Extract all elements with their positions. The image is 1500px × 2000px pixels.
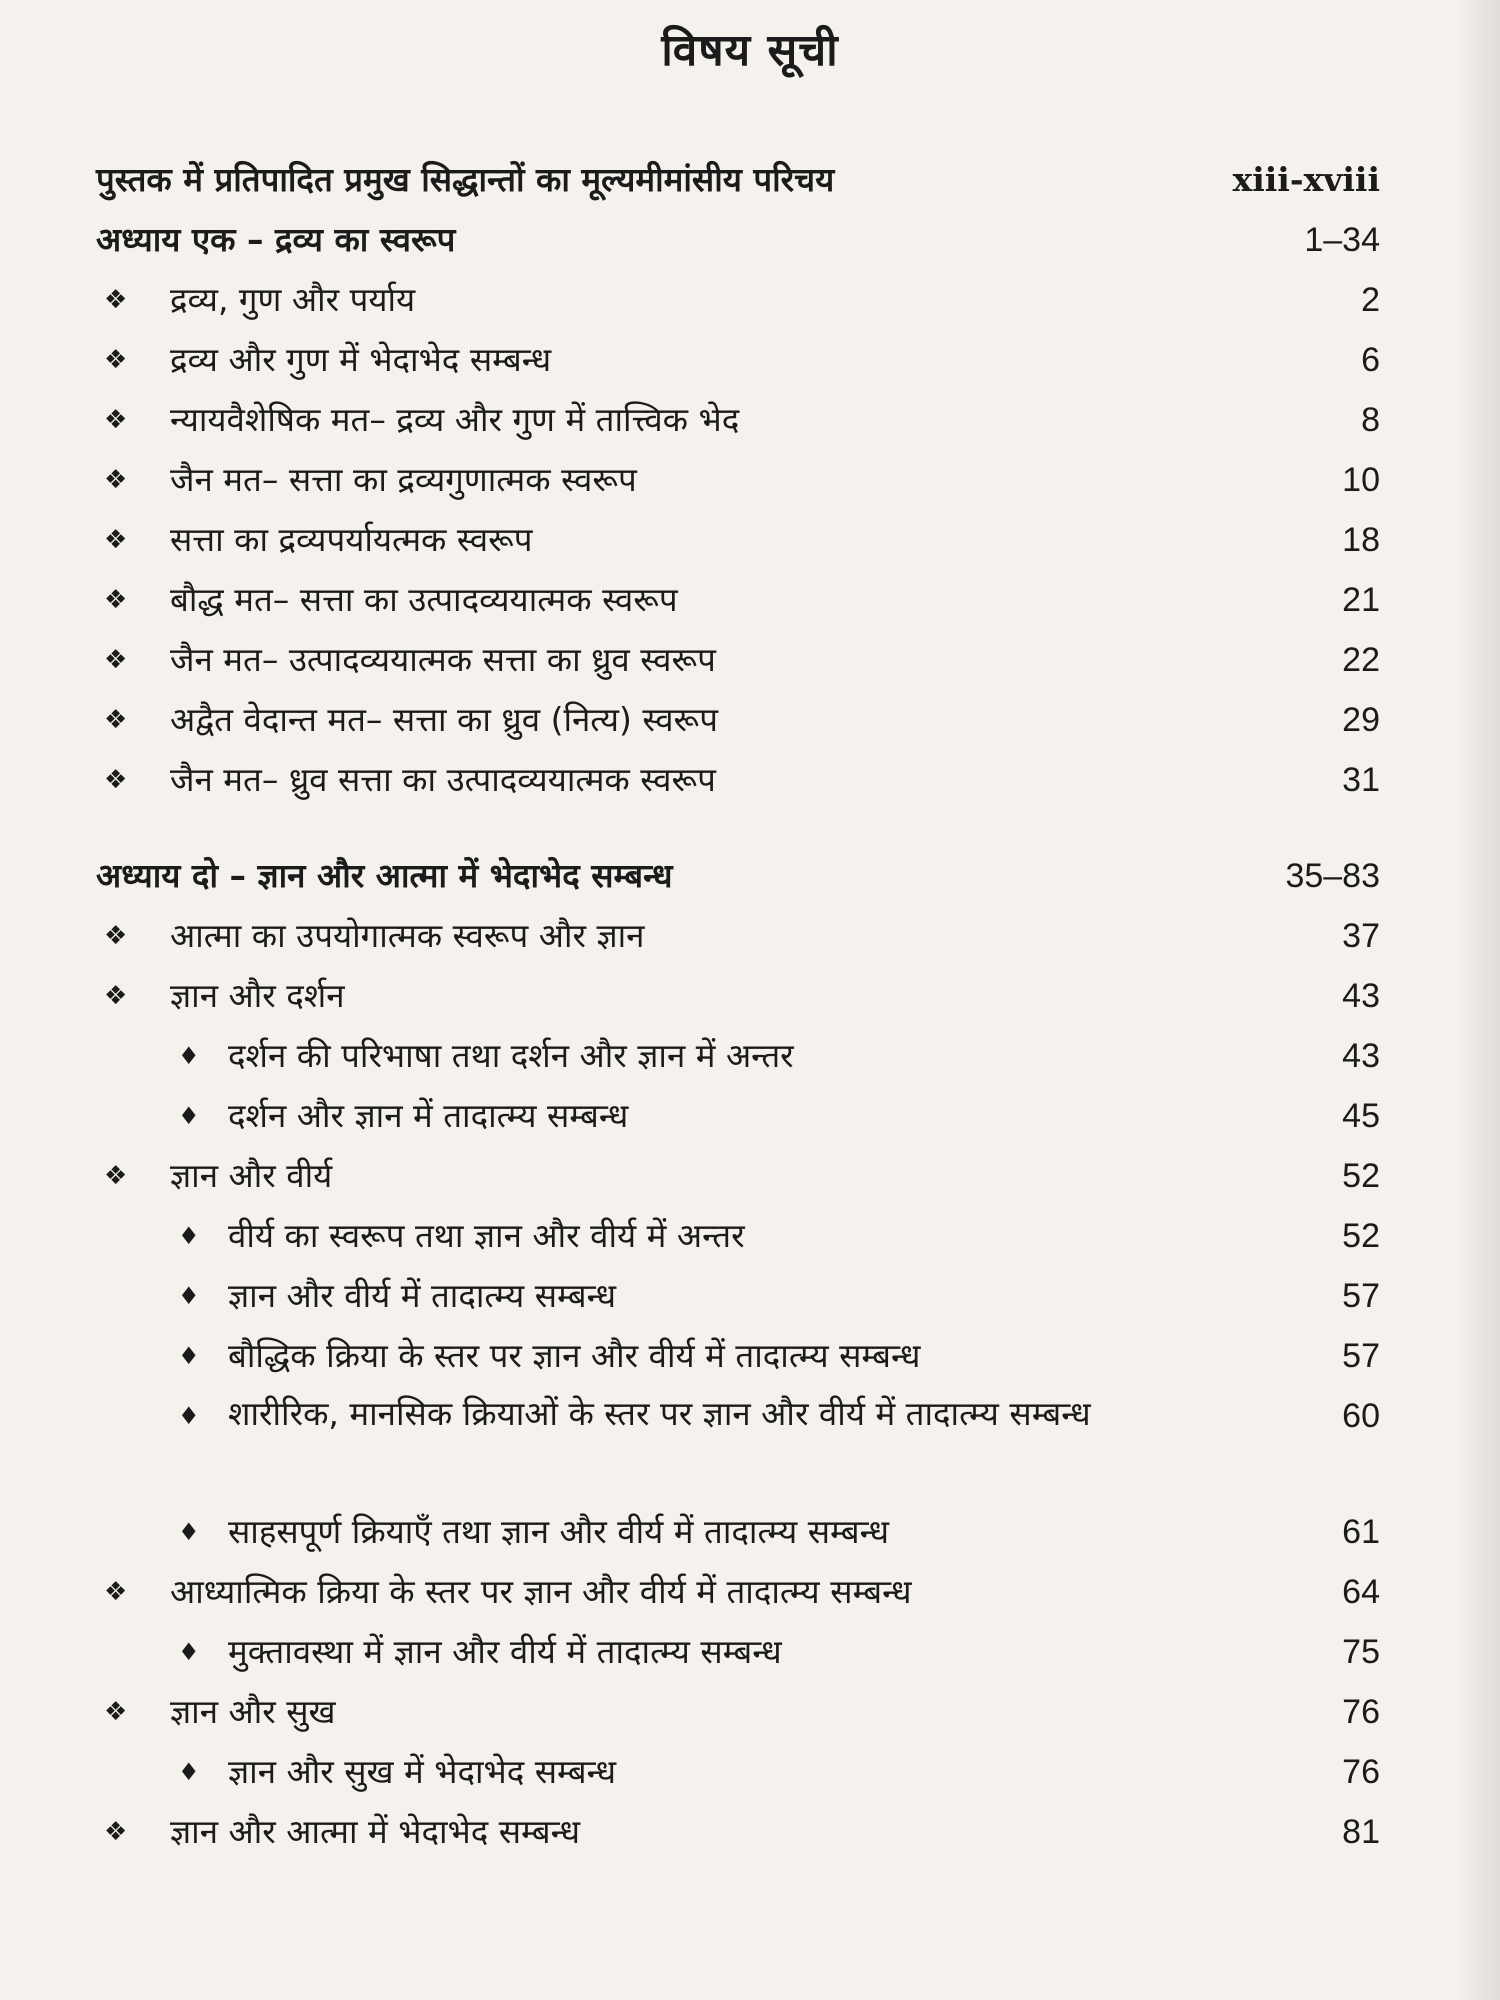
toc-entry-label: सत्ता का द्रव्यपर्यायत्मक स्वरूप	[170, 520, 533, 559]
toc-entry-label: दर्शन की परिभाषा तथा दर्शन और ज्ञान में अन्तर	[228, 1036, 794, 1075]
toc-section-row[interactable]	[96, 390, 1380, 450]
toc-subsection-row[interactable]	[96, 1742, 1380, 1802]
toc-page-number: 43	[1342, 977, 1380, 1015]
diamond-bullet-icon: ♦	[178, 1222, 200, 1250]
toc-section-row[interactable]	[96, 330, 1380, 390]
diamond-four-petal-icon: ❖	[104, 1161, 128, 1191]
toc-entry-label: ज्ञान और वीर्य में तादात्म्य सम्बन्ध	[228, 1276, 617, 1315]
toc-page-number: 2	[1361, 281, 1380, 319]
diamond-bullet-icon: ♦	[178, 1282, 200, 1310]
diamond-bullet-icon: ♦	[178, 1758, 200, 1786]
toc-entry-label: शारीरिक, मानसिक क्रियाओं के स्तर पर ज्ञान और वीर्य में तादात्म्य सम्बन्ध	[228, 1394, 1091, 1433]
toc-page-number: 60	[1342, 1397, 1380, 1435]
toc-page-number: 21	[1342, 581, 1380, 619]
toc-page-number: 76	[1342, 1753, 1380, 1791]
toc-page-number: 76	[1342, 1693, 1380, 1731]
toc-entry-label: ज्ञान और सुख	[170, 1692, 336, 1731]
toc-entry-label: ज्ञान और आत्मा में भेदाभेद सम्बन्ध	[170, 1812, 581, 1851]
diamond-four-petal-icon: ❖	[104, 1697, 128, 1727]
toc-entry-label: मुक्तावस्था में ज्ञान और वीर्य में तादात्म्य सम्बन्ध	[228, 1632, 782, 1671]
diamond-four-petal-icon: ❖	[104, 345, 128, 375]
toc-section-row[interactable]	[96, 450, 1380, 510]
table-of-contents	[96, 150, 1380, 1862]
toc-entry-label: जैन मत– सत्ता का द्रव्यगुणात्मक स्वरूप	[170, 460, 637, 499]
toc-page-number: 43	[1342, 1037, 1380, 1075]
diamond-bullet-icon: ♦	[178, 1042, 200, 1070]
toc-subsection-row[interactable]	[96, 1622, 1380, 1682]
toc-page-number: 64	[1342, 1573, 1380, 1611]
diamond-bullet-icon: ♦	[178, 1342, 200, 1370]
toc-entry-label: द्रव्य, गुण और पर्याय	[170, 280, 416, 319]
toc-entry-label: ज्ञान और दर्शन	[170, 976, 345, 1015]
toc-subsection-row[interactable]	[96, 1206, 1380, 1266]
toc-chapter-row[interactable]	[96, 210, 1380, 270]
toc-page-number: 57	[1342, 1277, 1380, 1315]
toc-entry-label: वीर्य का स्वरूप तथा ज्ञान और वीर्य में अन्तर	[228, 1216, 745, 1255]
toc-page-number: 6	[1361, 341, 1380, 379]
toc-page-number: 29	[1342, 701, 1380, 739]
diamond-four-petal-icon: ❖	[104, 405, 128, 435]
toc-page-number: 45	[1342, 1097, 1380, 1135]
toc-page-number: 52	[1342, 1217, 1380, 1255]
toc-section-row[interactable]	[96, 1146, 1380, 1206]
toc-page-number: 1–34	[1304, 221, 1380, 259]
toc-section-row[interactable]	[96, 966, 1380, 1026]
toc-page-number: 75	[1342, 1633, 1380, 1671]
page-title: विषय सूची	[661, 25, 839, 76]
toc-page-number: 61	[1342, 1513, 1380, 1551]
diamond-four-petal-icon: ❖	[104, 1817, 128, 1847]
toc-page-number: 8	[1361, 401, 1380, 439]
diamond-four-petal-icon: ❖	[104, 981, 128, 1011]
toc-entry-label: द्रव्य और गुण में भेदाभेद सम्बन्ध	[170, 340, 552, 379]
toc-entry-label: बौद्धिक क्रिया के स्तर पर ज्ञान और वीर्य में तादात्म्य सम्बन्ध	[228, 1336, 921, 1375]
toc-section-row[interactable]	[96, 1562, 1380, 1622]
toc-entry-label: पुस्तक में प्रतिपादित प्रमुख सिद्धान्तों का मूल्यमीमांसीय परिचय	[96, 160, 835, 199]
toc-page-number: 37	[1342, 917, 1380, 955]
diamond-bullet-icon: ♦	[178, 1102, 200, 1130]
diamond-four-petal-icon: ❖	[104, 921, 128, 951]
diamond-four-petal-icon: ❖	[104, 1577, 128, 1607]
toc-page-number: 35–83	[1285, 857, 1380, 895]
toc-subsection-row[interactable]	[96, 1326, 1380, 1386]
toc-entry-label: बौद्ध मत– सत्ता का उत्पादव्ययात्मक स्वरूप	[170, 580, 678, 619]
toc-chapter-row[interactable]	[96, 846, 1380, 906]
toc-subsection-row[interactable]	[96, 1086, 1380, 1146]
toc-entry-label: आत्मा का उपयोगात्मक स्वरूप और ज्ञान	[170, 916, 645, 955]
toc-entry-label: अद्वैत वेदान्त मत– सत्ता का ध्रुव (नित्य) स्वरूप	[170, 700, 718, 739]
toc-entry-label: अध्याय एक – द्रव्य का स्वरूप	[96, 220, 456, 259]
toc-page-number: 18	[1342, 521, 1380, 559]
toc-entry-label: अध्याय दो – ज्ञान और आत्मा में भेदाभेद सम्बन्ध	[96, 856, 673, 895]
toc-section-row[interactable]	[96, 510, 1380, 570]
toc-section-row[interactable]	[96, 690, 1380, 750]
toc-entry-label: साहसपूर्ण क्रियाएँ तथा ज्ञान और वीर्य में तादात्म्य सम्बन्ध	[228, 1512, 890, 1551]
diamond-four-petal-icon: ❖	[104, 645, 128, 675]
toc-entry-label: न्यायवैशेषिक मत– द्रव्य और गुण में तात्त्विक भेद	[170, 400, 740, 439]
toc-entry-label: ज्ञान और सुख में भेदाभेद सम्बन्ध	[228, 1752, 617, 1791]
toc-entry-label: दर्शन और ज्ञान में तादात्म्य सम्बन्ध	[228, 1096, 629, 1135]
toc-entry-label: जैन मत– ध्रुव सत्ता का उत्पादव्ययात्मक स्वरूप	[170, 760, 716, 799]
toc-entry-label: जैन मत– उत्पादव्ययात्मक सत्ता का ध्रुव स्वरूप	[170, 640, 716, 679]
toc-entry-label: आध्यात्मिक क्रिया के स्तर पर ज्ञान और वीर्य में तादात्म्य सम्बन्ध	[170, 1572, 912, 1611]
diamond-four-petal-icon: ❖	[104, 285, 128, 315]
toc-page-number: 10	[1342, 461, 1380, 499]
toc-subsection-row[interactable]	[96, 1266, 1380, 1326]
toc-section-row[interactable]	[96, 906, 1380, 966]
diamond-four-petal-icon: ❖	[104, 705, 128, 735]
toc-section-row[interactable]	[96, 750, 1380, 810]
toc-intro-row[interactable]	[96, 150, 1380, 210]
toc-entry-label: ज्ञान और वीर्य	[170, 1156, 333, 1195]
toc-subsection-row[interactable]	[96, 1502, 1380, 1562]
diamond-four-petal-icon: ❖	[104, 765, 128, 795]
toc-page-number: 57	[1342, 1337, 1380, 1375]
toc-page-number: 31	[1342, 761, 1380, 799]
toc-page-number: 81	[1342, 1813, 1380, 1851]
diamond-four-petal-icon: ❖	[104, 525, 128, 555]
toc-section-row[interactable]	[96, 630, 1380, 690]
toc-page-number: 52	[1342, 1157, 1380, 1195]
toc-section-row[interactable]	[96, 1802, 1380, 1862]
diamond-four-petal-icon: ❖	[104, 465, 128, 495]
diamond-bullet-icon: ♦	[178, 1402, 200, 1430]
toc-subsection-row[interactable]	[96, 1026, 1380, 1086]
diamond-bullet-icon: ♦	[178, 1638, 200, 1666]
toc-page-number: 22	[1342, 641, 1380, 679]
toc-section-row[interactable]	[96, 270, 1380, 330]
toc-subsection-row[interactable]	[96, 1386, 1380, 1502]
toc-page-number: xiii-xviii	[1232, 160, 1380, 199]
diamond-bullet-icon: ♦	[178, 1518, 200, 1546]
diamond-four-petal-icon: ❖	[104, 585, 128, 615]
toc-section-row[interactable]	[96, 1682, 1380, 1742]
toc-section-row[interactable]	[96, 570, 1380, 630]
